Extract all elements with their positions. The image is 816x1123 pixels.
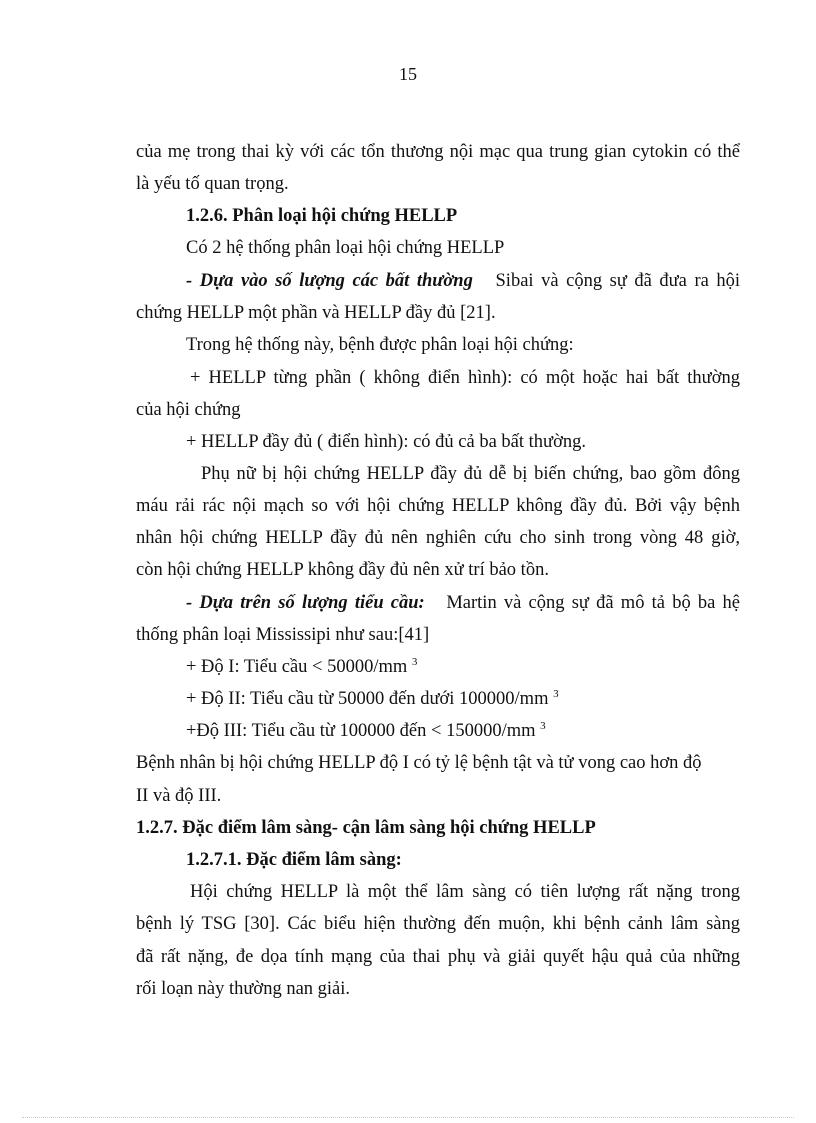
body-text: Sibai và cộng sự đã đưa ra hội [495, 271, 741, 291]
body-line: chứng HELLP một phần và HELLP đầy đủ [21]. [136, 303, 496, 323]
grade-line [186, 720, 790, 742]
page-border [22, 1117, 794, 1118]
grade-text: + Độ II: Tiểu cầu từ 50000 đến dưới 100000/mm [186, 689, 549, 709]
body-line: của mẹ trong thai kỳ với các tổn thương nội mạc qua trung gian cytokin có thể [136, 142, 740, 162]
body-line: bệnh lý TSG [30]. Các biểu hiện thường đến muộn, khi bệnh cảnh lâm sàng [136, 914, 740, 934]
section-heading-1-2-7: 1.2.7. Đặc điểm lâm sàng- cận lâm sàng hội chứng HELLP [136, 818, 596, 838]
body-line: II và độ III. [136, 786, 222, 806]
body-line: nhân hội chứng HELLP đầy đủ nên nghiên cứu cho sinh trong vòng 48 giờ, [136, 528, 740, 548]
body-line [186, 270, 740, 292]
superscript: 3 [553, 688, 559, 700]
body-line: của hội chứng [136, 400, 241, 420]
body-text: Martin và cộng sự đã mô tả bộ ba hệ [446, 593, 741, 613]
body-line: Có 2 hệ thống phân loại hội chứng HELLP [186, 238, 505, 258]
body-line: là yếu tố quan trọng. [136, 174, 289, 194]
body-line: đã rất nặng, đe dọa tính mạng của thai phụ và giải quyết hậu quả của những [136, 947, 740, 967]
body-line: Bệnh nhân bị hội chứng HELLP độ I có tỷ lệ bệnh tật và tử vong cao hơn độ [136, 753, 702, 773]
superscript: 3 [540, 720, 546, 732]
section-heading-1-2-6: 1.2.6. Phân loại hội chứng HELLP [186, 206, 458, 226]
body-line [186, 592, 740, 614]
body-line: thống phân loại Mississipi như sau:[41] [136, 625, 430, 645]
body-line: + HELLP từng phần ( không điển hình): có một hoặc hai bất thường [190, 368, 740, 388]
superscript: 3 [411, 656, 418, 668]
body-line: Trong hệ thống này, bệnh được phân loại hội chứng: [186, 335, 574, 355]
body-line: rối loạn này thường nan giải. [136, 979, 351, 999]
body-line: Hội chứng HELLP là một thể lâm sàng có tiên lượng rất nặng trong [190, 882, 740, 902]
grade-text: +Độ III: Tiểu cầu từ 100000 đến < 150000/mm [186, 721, 536, 741]
grade-line [186, 656, 790, 678]
grade-text: + Độ I: Tiểu cầu < 50000/mm [186, 657, 408, 677]
body-line: máu rải rác nội mạch so với hội chứng HELLP không đầy đủ. Bởi vậy bệnh [136, 496, 740, 516]
body-line: còn hội chứng HELLP không đầy đủ nên xử trí bảo tồn. [136, 560, 549, 580]
grade-line [186, 688, 790, 710]
body-line: Phụ nữ bị hội chứng HELLP đầy đủ dễ bị biến chứng, bao gồm đông [201, 464, 740, 484]
emphasis-label: - Dựa vào số lượng các bất thường [186, 271, 473, 291]
page-number: 15 [399, 64, 417, 84]
body-line: + HELLP đầy đủ ( điển hình): có đủ cả ba bất thường. [186, 432, 586, 452]
emphasis-label: - Dựa trên số lượng tiểu cầu: [186, 593, 425, 613]
subsection-heading-1-2-7-1: 1.2.7.1. Đặc điểm lâm sàng: [186, 850, 402, 870]
